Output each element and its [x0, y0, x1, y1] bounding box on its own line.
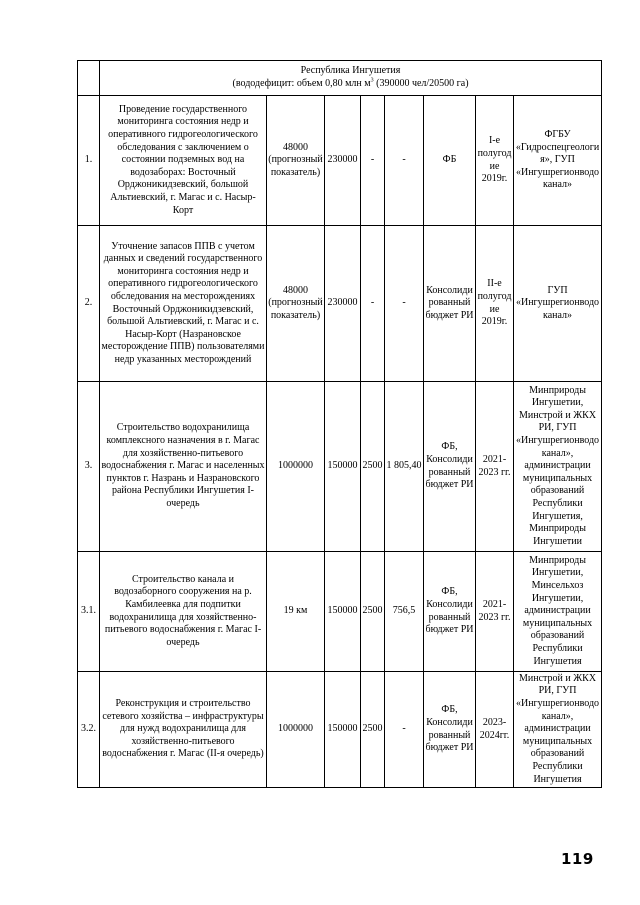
row-number: 1.	[78, 96, 100, 226]
row-cost: 150000	[325, 382, 361, 552]
row-value-4: -	[361, 96, 385, 226]
row-period: 2021-2023 гг.	[476, 382, 514, 552]
row-cost: 230000	[325, 226, 361, 382]
row-period: II-е полугодие 2019г.	[476, 226, 514, 382]
row-indicator: 19 км	[267, 552, 325, 672]
row-value-5: -	[385, 672, 424, 788]
row-source: ФБ, Консолидированный бюджет РИ	[424, 672, 476, 788]
region-header	[100, 61, 602, 96]
page-number: 119	[561, 850, 594, 868]
row-executor: ФГБУ «Гидроспецгеология», ГУП «Ингушрегионводоканал»	[514, 96, 602, 226]
row-number: 2.	[78, 226, 100, 382]
row-description: Уточнение запасов ППВ с учетом данных и сведений государственного мониторинга состояния недр и оперативного гидрогеологического обследования на месторождениях Восточный Орджоникидзевский, большой Альтиевский, г. Магас и с. Насыр-Корт (Назрановское месторождение ППВ) пользователями недр указанных месторождений	[100, 226, 267, 382]
row-source: ФБ, Консолидированный бюджет РИ	[424, 382, 476, 552]
row-cost: 150000	[325, 672, 361, 788]
empty-cell	[78, 61, 100, 96]
row-executor: ГУП «Ингушрегионводоканал»	[514, 226, 602, 382]
row-executor: Минприроды Ингушетии, Минсельхоз Ингушетии, администрации муниципальных образований Республики Ингушетия	[514, 552, 602, 672]
row-value-4: 2500	[361, 552, 385, 672]
row-value-4: -	[361, 226, 385, 382]
row-value-5: -	[385, 226, 424, 382]
table-row	[78, 672, 602, 788]
row-number: 3.1.	[78, 552, 100, 672]
table-row	[78, 552, 602, 672]
row-description: Проведение государственного мониторинга состояния недр и оперативного гидрогеологического обследования с заключением о состоянии подземных вод на водозаборах: Восточный Орджоникидзевский, большой Альтиевский, г. Магас и с. Насыр-Корт	[100, 96, 267, 226]
table-row	[78, 226, 602, 382]
table-row	[78, 382, 602, 552]
row-indicator: 48000 (прогнозный показатель)	[267, 96, 325, 226]
row-cost: 150000	[325, 552, 361, 672]
row-value-4: 2500	[361, 672, 385, 788]
region-title: Республика Ингушетия	[300, 65, 401, 77]
row-indicator: 48000 (прогнозный показатель)	[267, 226, 325, 382]
row-value-5: -	[385, 96, 424, 226]
region-deficit: (вододефицит: объем 0,80 млн $м^3$ (390000 чел/20500 га)	[232, 77, 469, 89]
row-description: Строительство водохранилища комплексного назначения в г. Магас для хозяйственно-питьевого водоснабжения г. Магас и населенных пунктов г. Назрань и Назрановского района Республики Ингушетия I-очередь	[100, 382, 267, 552]
row-source: ФБ, Консолидированный бюджет РИ	[424, 552, 476, 672]
row-period: 2023-2024гг.	[476, 672, 514, 788]
row-value-5: 756,5	[385, 552, 424, 672]
row-source: Консолидированный бюджет РИ	[424, 226, 476, 382]
row-number: 3.	[78, 382, 100, 552]
row-value-5: 1 805,40	[385, 382, 424, 552]
row-value-4: 2500	[361, 382, 385, 552]
row-executor: Минстрой и ЖКХ РИ, ГУП «Ингушрегионводоканал», администрации муниципальных образований Республики Ингушетия	[514, 672, 602, 788]
measures-table	[77, 60, 602, 788]
row-number: 3.2.	[78, 672, 100, 788]
row-period: 2021-2023 гг.	[476, 552, 514, 672]
row-indicator: 1000000	[267, 672, 325, 788]
row-description: Строительство канала и водозаборного сооружения на р. Камбилеевка для подпитки водохранилища для хозяйственно-питьевого водоснабжения г. Магас I-очередь	[100, 552, 267, 672]
row-cost: 230000	[325, 96, 361, 226]
row-description: Реконструкция и строительство сетевого хозяйства – инфраструктуры для нужд водохранилища для хозяйственно-питьевого водоснабжения г. Магас (II-я очередь)	[100, 672, 267, 788]
table-row	[78, 96, 602, 226]
row-source: ФБ	[424, 96, 476, 226]
row-indicator: 1000000	[267, 382, 325, 552]
region-header-row	[78, 61, 602, 96]
row-executor: Минприроды Ингушетии, Минстрой и ЖКХ РИ, ГУП «Ингушрегионводоканал», администрации муниципальных образований Республики Ингушетия, Минприроды Ингушетии	[514, 382, 602, 552]
row-period: I-е полугодие 2019г.	[476, 96, 514, 226]
